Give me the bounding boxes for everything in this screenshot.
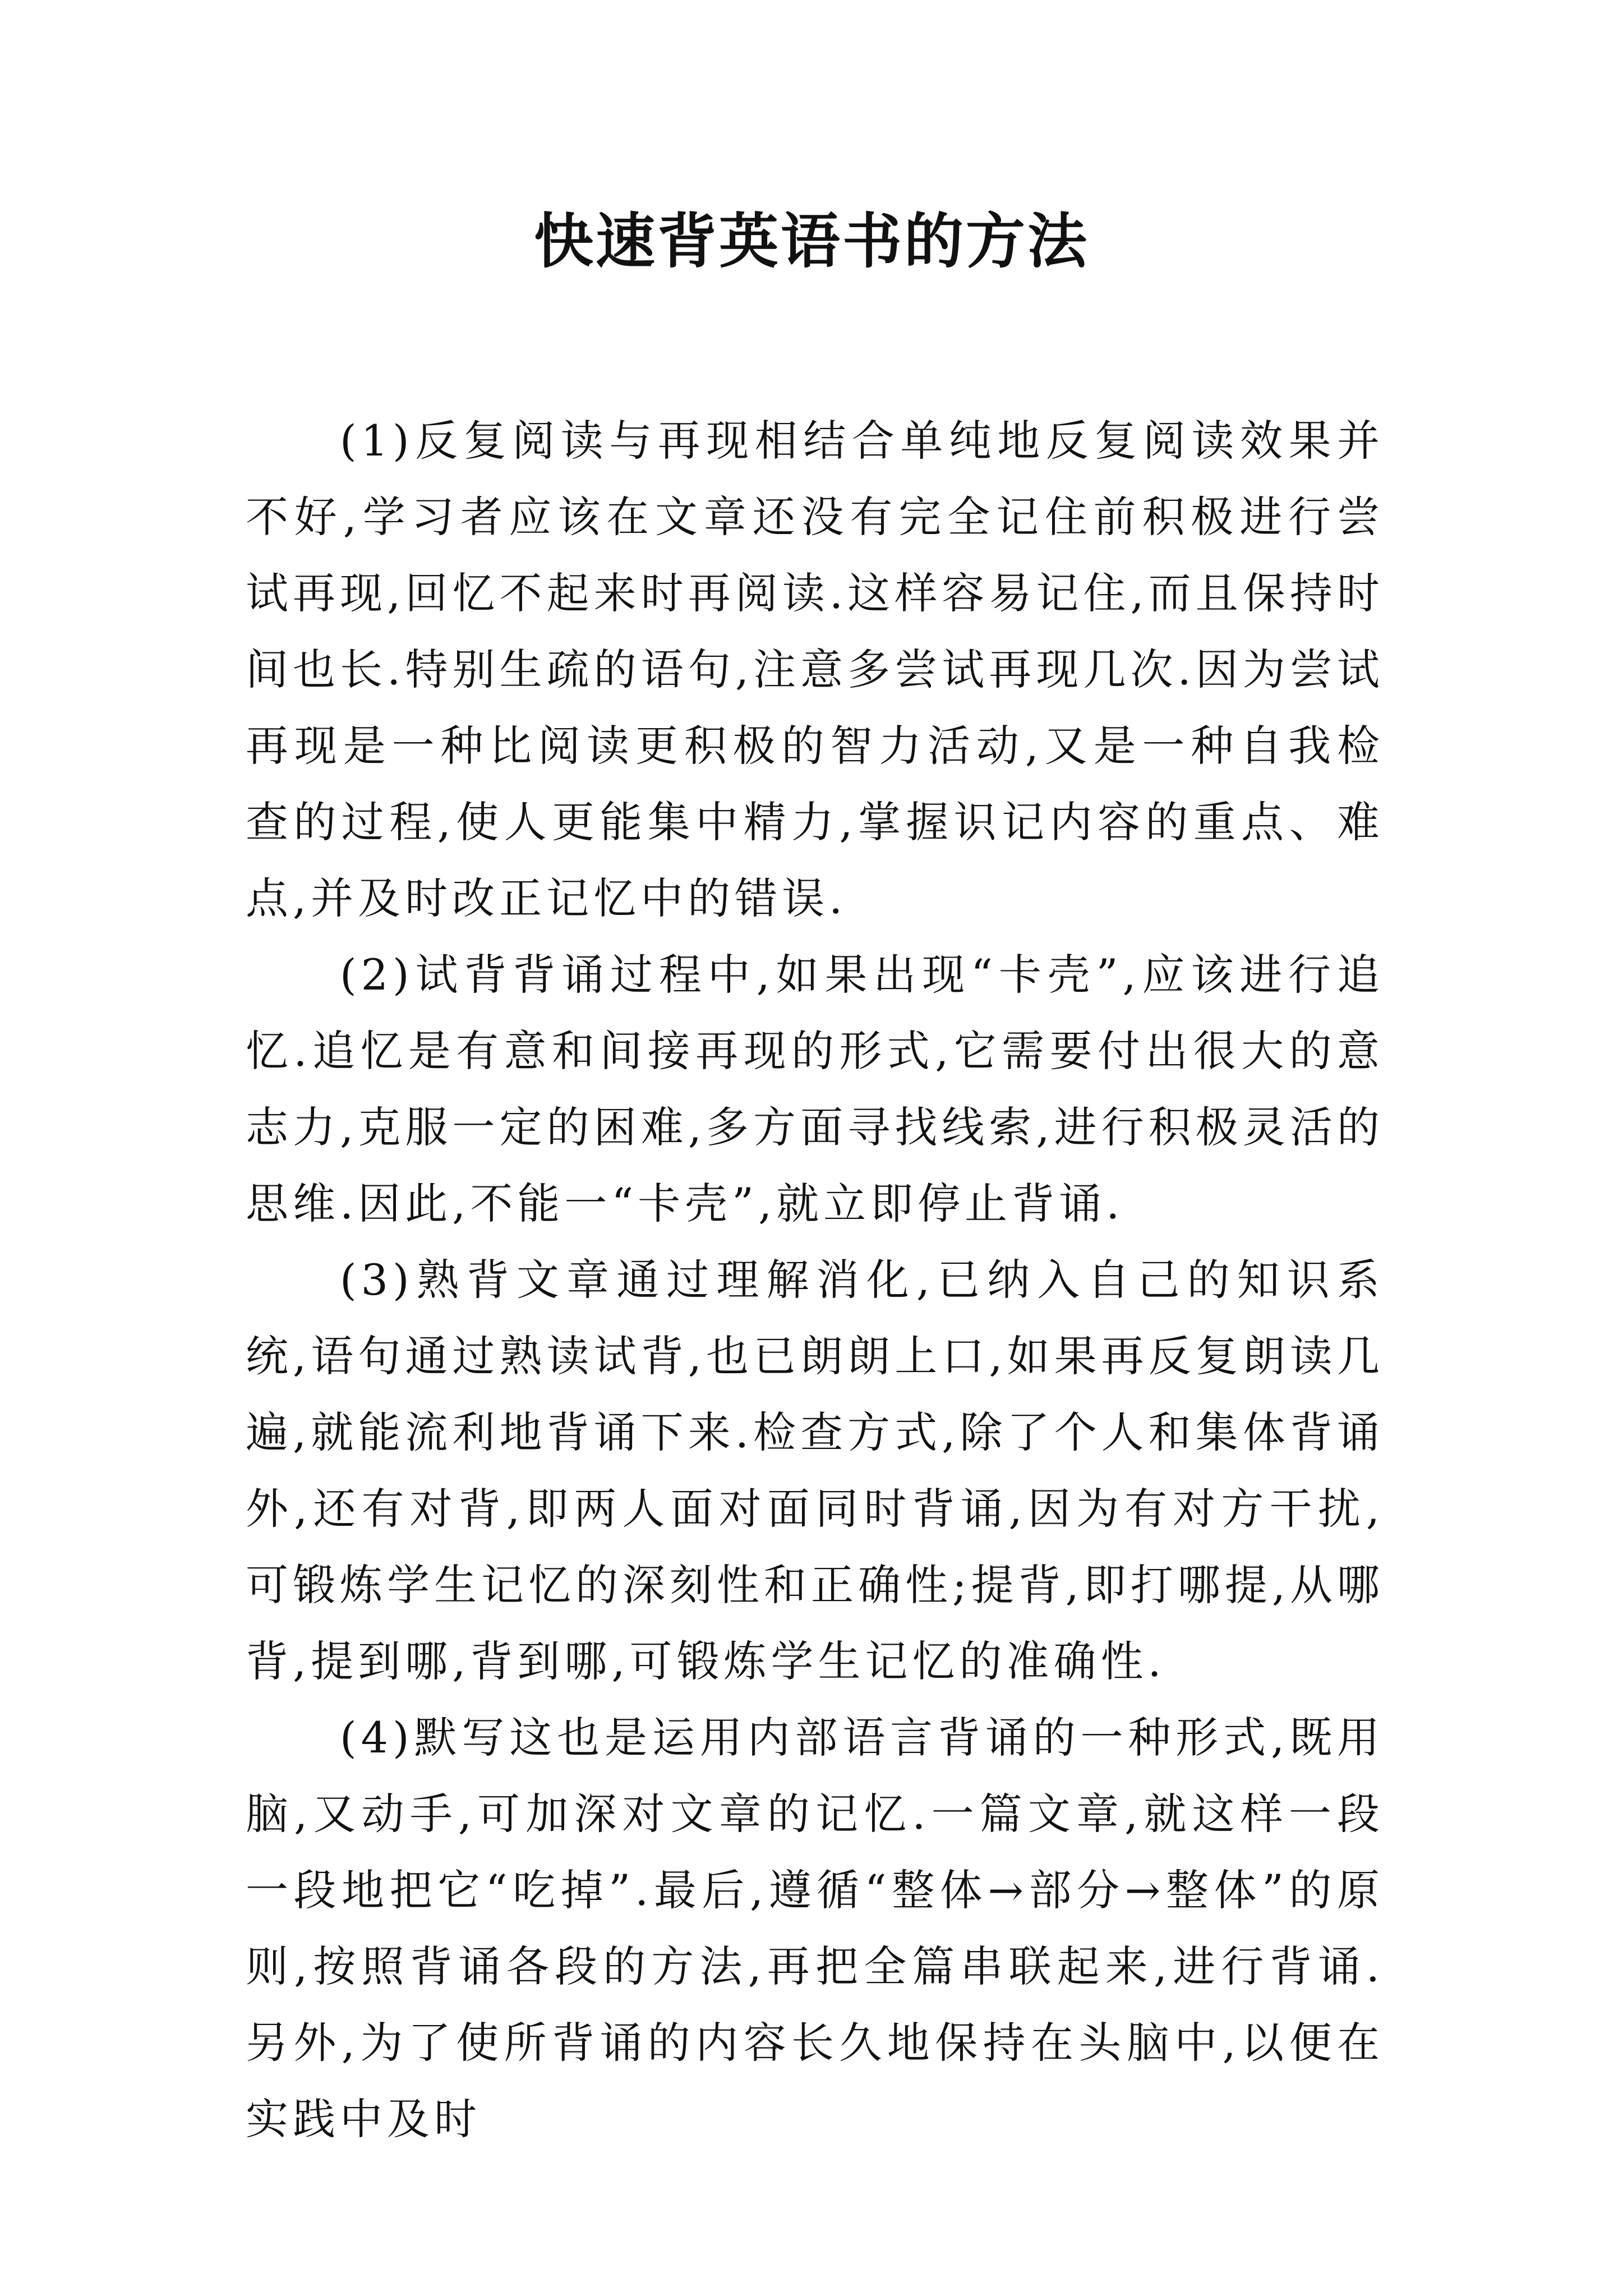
document-body	[246, 403, 1384, 2157]
paragraph-3: (3)熟背文章通过理解消化,已纳入自己的知识系统,语句通过熟读试背,也已朗朗上口,如果再反复朗读几遍,就能流利地背诵下来.检查方式,除了个人和集体背诵外,还有对背,即两人面对面同时背诵,因为有对方干扰,可锻炼学生记忆的深刻性和正确性;提背,即打哪提,从哪背,提到哪,背到哪,可锻炼学生记忆的准确性.	[246, 1255, 1384, 1686]
paragraph-2: (2)试背背诵过程中,如果出现“卡壳”,应该进行追忆.追忆是有意和间接再现的形式,它需要付出很大的意志力,克服一定的困难,多方面寻找线索,进行积极灵活的思维.因此,不能一“卡壳”,就立即停止背诵.	[246, 950, 1384, 1228]
document-title: 快速背英语书的方法	[534, 206, 1089, 276]
paragraph-4: (4)默写这也是运用内部语言背诵的一种形式,既用脑,又动手,可加深对文章的记忆.一篇文章,就这样一段一段地把它“吃掉”.最后,遵循“整体→部分→整体”的原则,按照背诵各段的方法,再把全篇串联起来,进行背诵.另外,为了使所背诵的内容长久地保持在头脑中,以便在实践中及时	[246, 1713, 1384, 2144]
paragraph-1: (1)反复阅读与再现相结合单纯地反复阅读效果并不好,学习者应该在文章还没有完全记住前积极进行尝试再现,回忆不起来时再阅读.这样容易记住,而且保持时间也长.特别生疏的语句,注意多尝试再现几次.因为尝试再现是一种比阅读更积极的智力活动,又是一种自我检查的过程,使人更能集中精力,掌握识记内容的重点、难点,并及时改正记忆中的错误.	[246, 416, 1384, 923]
